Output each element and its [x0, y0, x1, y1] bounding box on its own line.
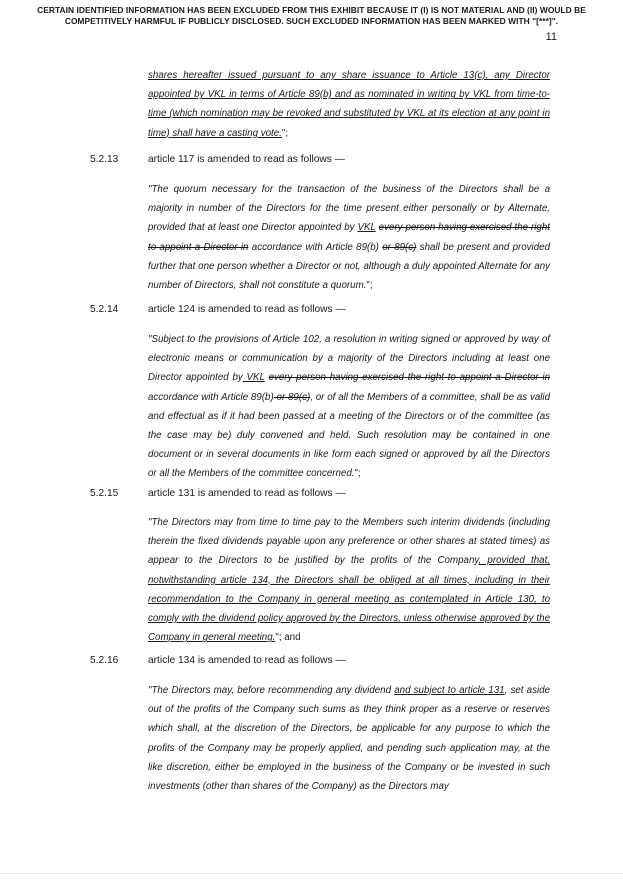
text: "The quorum necessary for the transaction of the business of the Directors shall be a majority in number of the Directors for the time present either personally or by Alternate, provided that at least one Director appointed by — [148, 184, 550, 234]
section-lead: article 124 is amended to read as follows — — [148, 304, 346, 315]
page-bottom-edge — [0, 873, 623, 874]
closing-quote: "; — [281, 127, 289, 139]
inserted-text: and subject to article 131 — [394, 685, 505, 696]
page-number: 11 — [545, 31, 557, 43]
quoted-article-text — [148, 330, 550, 484]
inserted-text: VKL — [242, 372, 265, 384]
section-number: 5.2.14 — [90, 304, 119, 315]
deleted-text: every person having exercised the right to appoint a Director in — [148, 222, 550, 253]
quoted-article-text — [148, 681, 550, 796]
text: "The Directors may, before recommending any dividend — [148, 685, 395, 696]
text: , set aside out of the profits of the Company such sums as they think proper as a reserve or reserves which shall, at the discretion of the Directors, be applicable for any purpose to which the profits of the Company may be properly applied, and pending such application may, at the like discretion, either be employed in the business of the Company or be invested in such investments (other than shares of the Company) as the Directors may — [148, 685, 550, 793]
text: accordance with Article 89(b) — [148, 391, 274, 403]
continuation-paragraph — [148, 66, 550, 143]
section-number: 5.2.13 — [90, 154, 119, 165]
deleted-text: or 89(c) — [382, 241, 417, 253]
inserted-text: VKL — [357, 222, 376, 234]
text: shall be present and provided further that one person whether a Director or not, although a duly appointed Alternate for any number of Directors, shall not constitute a quorum. — [148, 241, 550, 292]
section-lead: article 117 is amended to read as follows — — [148, 154, 345, 165]
section-lead: article 134 is amended to read as follows — — [148, 655, 346, 666]
inserted-text: , provided that, notwithstanding article 134, the Directors shall be obliged at all times, including in their recommendation to the Company in general meeting as contemplated in Article 130, to comply with the dividend policy approved by the Directors, unless otherwise approved by the Company in general meeting. — [148, 555, 551, 644]
text: accordance with Article 89(b) — [248, 241, 383, 253]
section-lead: article 131 is amended to read as follows — — [148, 488, 346, 499]
section-number: 5.2.15 — [90, 488, 119, 499]
closing-quote: "; and — [275, 632, 301, 644]
text: "Subject to the provisions of Article 102, a resolution in writing signed or approved by way of electronic means or communication by a majority of the Directors including at least one Director appointed by — [148, 334, 550, 384]
inserted-text: shares hereafter issued pursuant to any share issuance to Article 13(c), any Director appointed by VKL in terms of Article 89(b) and as nominated in writing by VKL from time-to-time (which nomination may be revoked and substituted by VKL at its election at any point in time) shall have a casting vote. — [148, 70, 550, 139]
deleted-text: every person having exercised the right to appoint a Director in — [268, 372, 551, 384]
deleted-text: or 89(c) — [273, 391, 311, 403]
closing-quote: "; — [354, 468, 361, 480]
section-number: 5.2.16 — [90, 655, 119, 666]
confidentiality-notice: CERTAIN IDENTIFIED INFORMATION HAS BEEN EXCLUDED FROM THIS EXHIBIT BECAUSE IT (I) IS NOT MATERIAL AND (II) WOULD BE COMPETITIVELY HARMFUL IF PUBLICLY DISCLOSED. SUCH EXCLUDED INFORMATION HAS BEEN MARKED WITH "[***]". — [37, 5, 586, 26]
closing-quote: "; — [366, 280, 373, 292]
quoted-article-text — [148, 513, 550, 647]
quoted-article-text — [148, 180, 550, 295]
text: , or of all the Members of a committee, shall be as valid and effectual as if it had been passed at a meeting of the Directors or of the committee (as the case may be) duly convened and held. Such resolution may be contained in one document or in several documents in like form each signed or approved by all the Directors or all the Members of the committee concerned. — [148, 391, 550, 480]
text: "The Directors may from time to time pay to the Members such interim dividends (including therein the fixed dividends payable upon any preference or other shares at stated times) as appear to the Directors to be justified by the profits of the Company — [148, 517, 550, 567]
